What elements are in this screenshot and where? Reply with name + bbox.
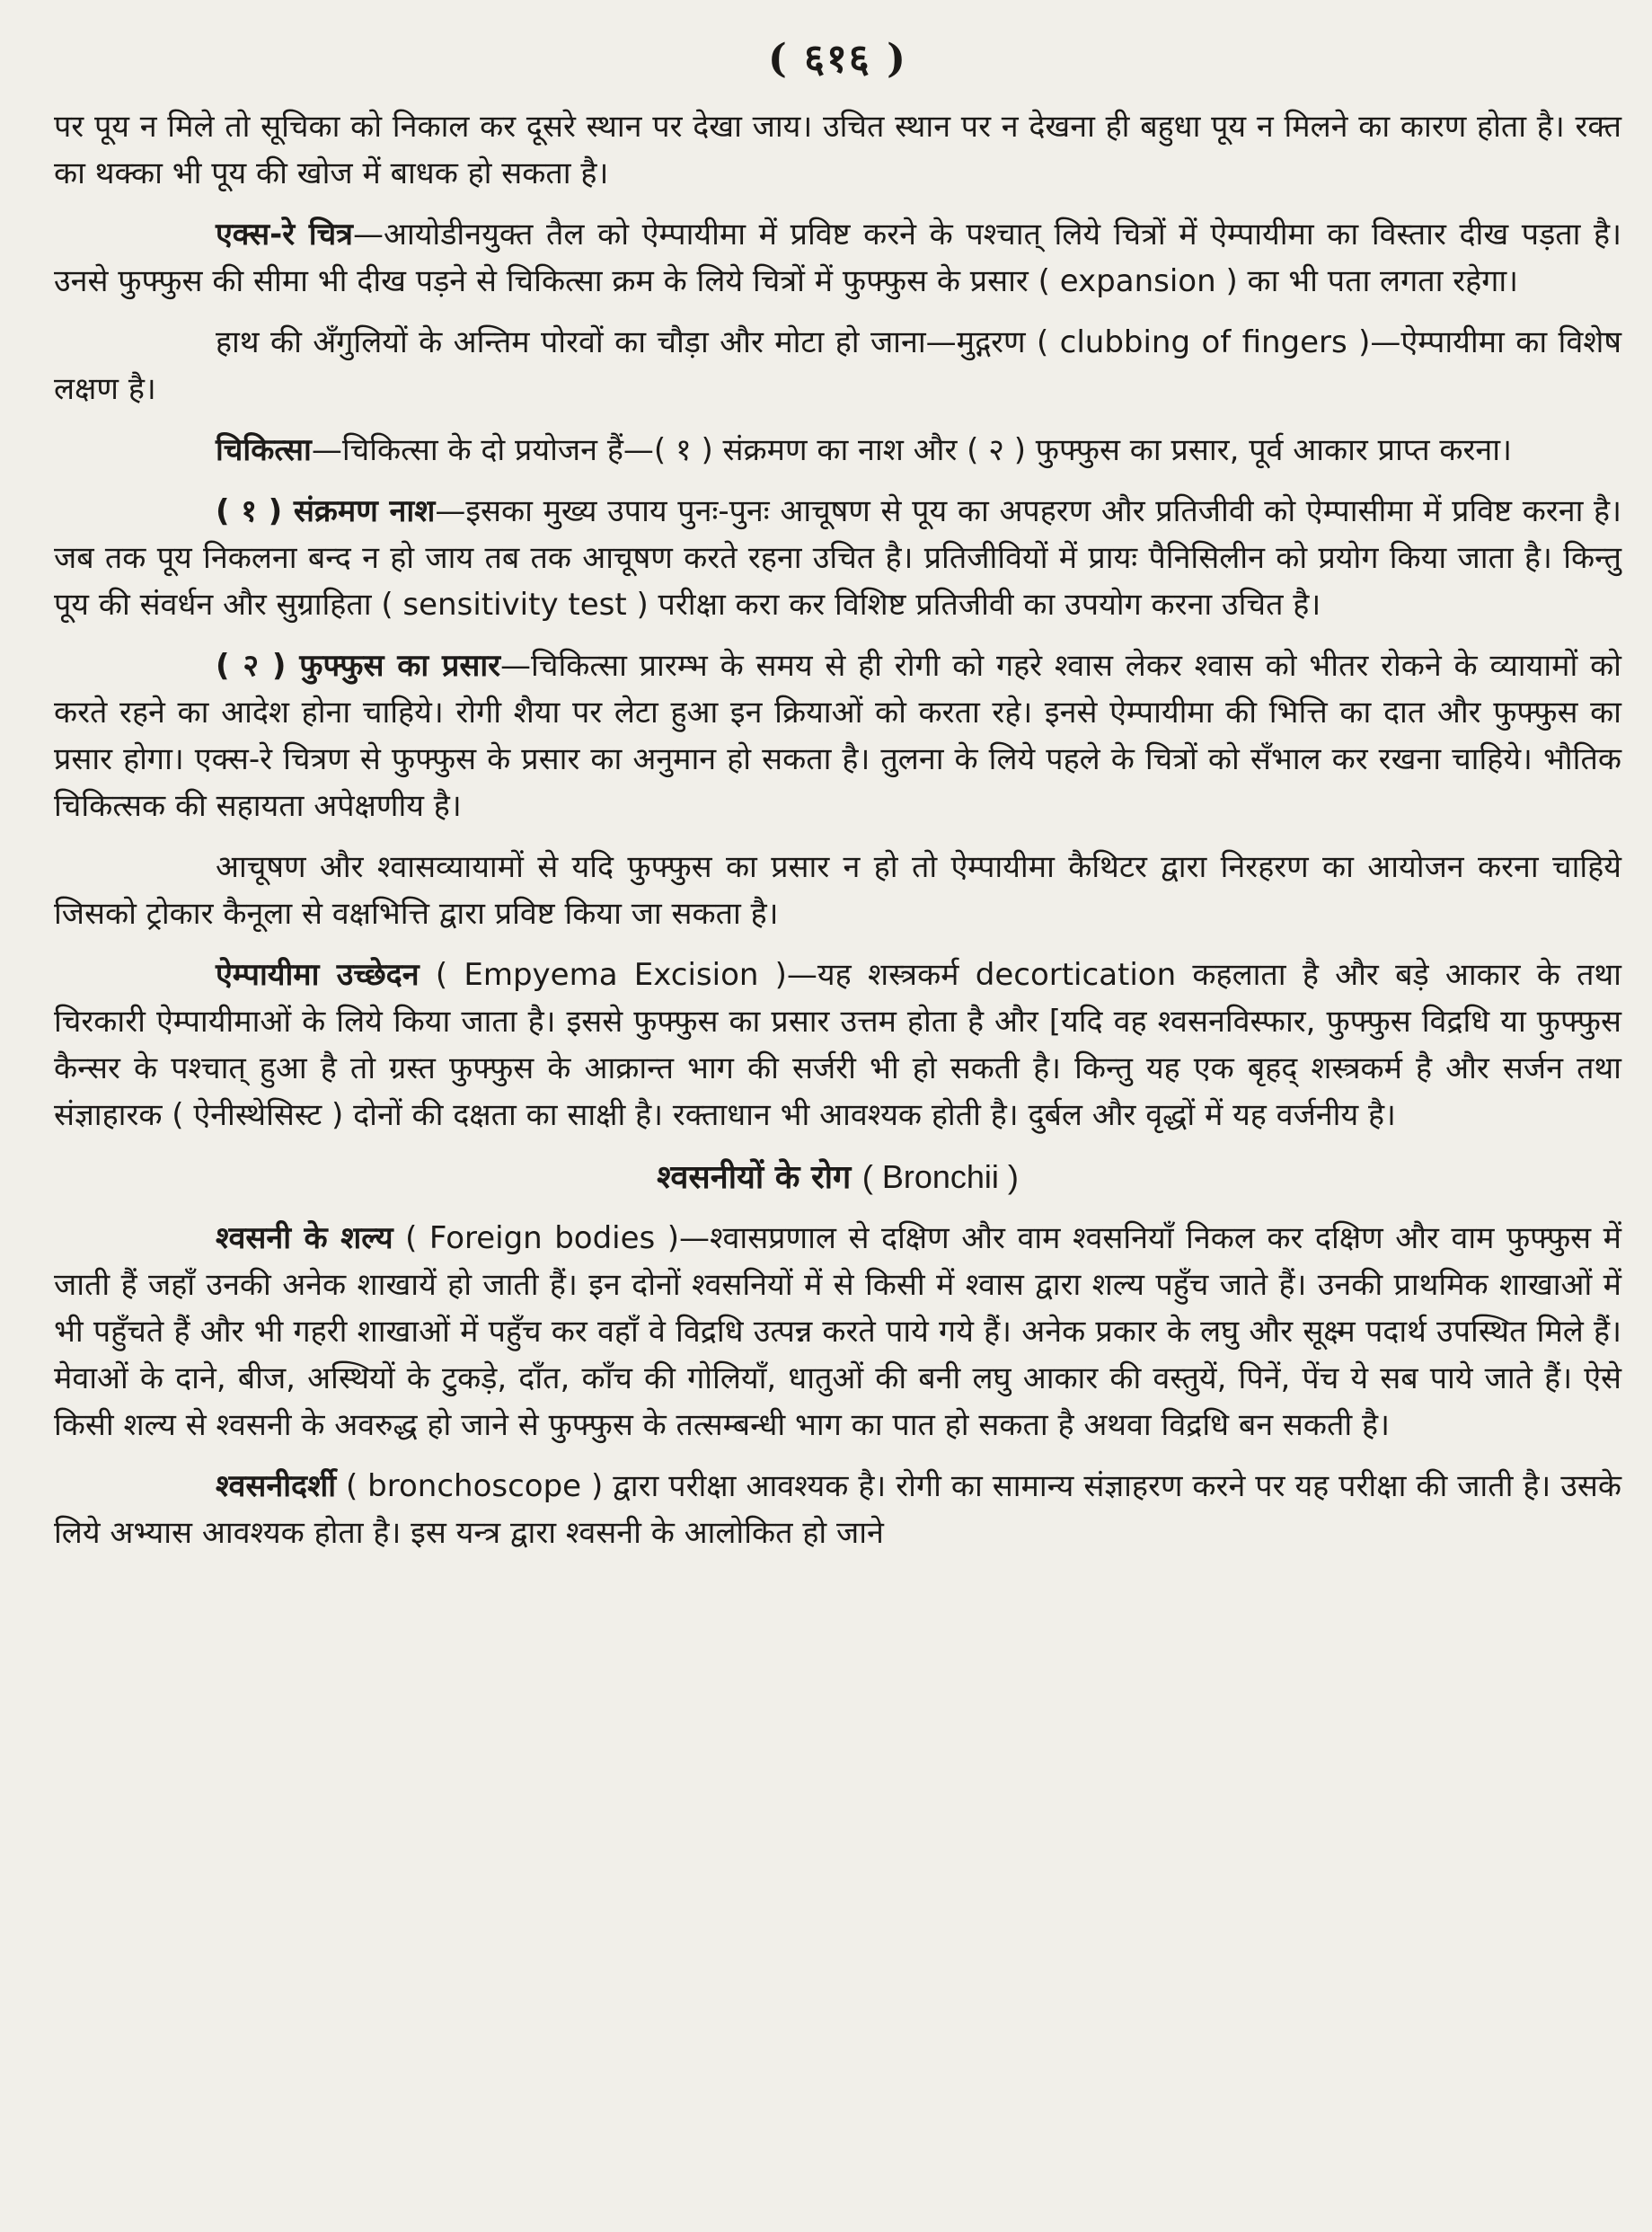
section-heading bbox=[54, 1153, 1621, 1202]
paragraph-p3 bbox=[54, 319, 1621, 412]
paragraph-text: हाथ की अँगुलियों के अन्तिम पोरवों का चौड़ा और मोटा हो जाना—मुद्गरण ( clubbing of fingers )—ऐम्पायीमा का विशेष लक्षण है। bbox=[54, 323, 1621, 407]
paragraph-lead: श्वसनीदर्शी bbox=[216, 1467, 336, 1504]
paragraph-text: —आयोडीनयुक्त तैल को ऐम्पायीमा में प्रविष्ट करने के पश्चात् लिये चित्रों में ऐम्पायीमा का विस्तार दीख पड़ता है। उनसे फुफ्फुस की सीमा भी दीख पड़ने से चिकित्सा क्रम के लिये चित्रों में फुफ्फुस के प्रसार ( expansion ) का भी पता लगता रहेगा। bbox=[54, 216, 1622, 299]
text-body-bottom bbox=[54, 1215, 1621, 1556]
section-heading-english: ( Bronchii ) bbox=[861, 1157, 1019, 1195]
paragraph-p9 bbox=[54, 1215, 1621, 1448]
page-number: ( ६१६ ) bbox=[768, 36, 907, 82]
paragraph-text: —इसका मुख्य उपाय पुनः-पुनः आचूषण से पूय का अपहरण और प्रतिजीवी को ऐम्पासीमा में प्रविष्ट करना है। जब तक पूय निकलना बन्द न हो जाय तब तक आचूषण करते रहना उचित है। प्रतिजीवियों में प्रायः पैनिसिलीन को प्रयोग किया जाता है। किन्तु पूय की संवर्धन और सुग्राहिता ( sensitivity test ) परीक्षा करा कर विशिष्ट प्रतिजीवी का उपयोग करना उचित है। bbox=[54, 492, 1621, 623]
paragraph-p1 bbox=[54, 103, 1621, 197]
paragraph-text: —चिकित्सा के दो प्रयोजन हैं—( १ ) संक्रमण का नाश और ( २ ) फुफ्फुस का प्रसार, पूर्व आकार प्राप्त करना। bbox=[311, 431, 1512, 468]
paragraph-p2 bbox=[54, 211, 1621, 305]
paragraph-lead: चिकित्सा bbox=[216, 431, 312, 468]
paragraph-p8 bbox=[54, 952, 1621, 1138]
paragraph-lead: ऐम्पायीमा उच्छेदन bbox=[216, 956, 420, 993]
paragraph-lead: श्वसनी के शल्य bbox=[216, 1219, 393, 1256]
paragraph-text: ( bronchoscope ) द्वारा परीक्षा आवश्यक है। रोगी का सामान्य संज्ञाहरण करने पर यह परीक्षा की जाती है। उसके लिये अभ्यास आवश्यक होता है। इस यन्त्र द्वारा श्वसनी के आलोकित हो जाने bbox=[54, 1467, 1621, 1551]
section-heading-text: श्वसनीयों के रोग bbox=[657, 1158, 852, 1196]
paragraph-text: ( Foreign bodies )—श्वासप्रणाल से दक्षिण और वाम श्वसनियाँ निकल कर दक्षिण और वाम फुफ्फुस में जाती हैं जहाँ उनकी अनेक शाखायें हो जाती हैं। इन दोनों श्वसनियों में से किसी में श्वास द्वारा शल्य पहुँच जाते हैं। उनकी प्राथमिक शाखाओं में भी पहुँचते हैं और भी गहरी शाखाओं में पहुँच कर वहाँ वे विद्रधि उत्पन्न करते पाये गये हैं। अनेक प्रकार के लघु और सूक्ष्म पदार्थ उपस्थित मिले हैं। मेवाओं के दाने, बीज, अस्थियों के टुकड़े, दाँत, काँच की गोलियाँ, धातुओं की बनी लघु आकार की वस्तुयें, पिनें, पेंच ये सब पाये जाते हैं। ऐसे किसी शल्य से श्वसनी के अवरुद्ध हो जाने से फुफ्फुस के तत्सम्बन्धी भाग का पात हो सकता है अथवा विद्रधि बन सकती है। bbox=[54, 1219, 1621, 1443]
paragraph-p5 bbox=[54, 488, 1621, 628]
paragraph-lead: एक्स-रे चित्र bbox=[216, 216, 353, 252]
text-body-top bbox=[54, 103, 1621, 1138]
book-page bbox=[54, 36, 1621, 2210]
paragraph-lead: ( १ ) संक्रमण नाश bbox=[216, 492, 436, 529]
paragraph-p6 bbox=[54, 642, 1621, 829]
paragraph-text: —चिकित्सा प्रारम्भ के समय से ही रोगी को गहरे श्वास लेकर श्वास को भीतर रोकने के व्यायामों को करते रहने का आदेश होना चाहिये। रोगी शैया पर लेटा हुआ इन क्रियाओं को करता रहे। इनसे ऐम्पायीमा की भित्ति का दात और फुफ्फुस का प्रसार होगा। एक्स-रे चित्रण से फुफ्फुस के प्रसार का अनुमान हो सकता है। तुलना के लिये पहले के चित्रों को सँभाल कर रखना चाहिये। भौतिक चिकित्सक की सहायता अपेक्षणीय है। bbox=[54, 647, 1621, 824]
paragraph-text: पर पूय न मिले तो सूचिका को निकाल कर दूसरे स्थान पर देखा जाय। उचित स्थान पर न देखना ही बहुधा पूय न मिलने का कारण होता है। रक्त का थक्का भी पूय की खोज में बाधक हो सकता है। bbox=[54, 108, 1621, 191]
paragraph-text: आचूषण और श्वासव्यायामों से यदि फुफ्फुस का प्रसार न हो तो ऐम्पायीमा कैथिटर द्वारा निरहरण का आयोजन करना चाहिये जिसको ट्रोकार कैनूला से वक्षभित्ति द्वारा प्रविष्ट किया जा सकता है। bbox=[54, 848, 1621, 932]
paragraph-p7 bbox=[54, 844, 1621, 937]
paragraph-lead: ( २ ) फुफ्फुस का प्रसार bbox=[216, 647, 501, 684]
paragraph-text: ( Empyema Excision )—यह शस्त्रकर्म decortication कहलाता है और बड़े आकार के तथा चिरकारी ऐम्पायीमाओं के लिये किया जाता है। इससे फुफ्फुस का प्रसार उत्तम होता है और [यदि वह श्वसनविस्फार, फुफ्फुस विद्रधि या फुफ्फुस कैन्सर के पश्चात् हुआ है तो ग्रस्त फुफ्फुस के आक्रान्त भाग की सर्जरी भी हो सकती है। किन्तु यह एक बृहद् शस्त्रकर्म है और सर्जन तथा संज्ञाहारक ( ऐनीस्थेसिस्ट ) दोनों की दक्षता का साक्षी है। रक्ताधान भी आवश्यक होती है। दुर्बल और वृद्धों में यह वर्जनीय है। bbox=[54, 956, 1621, 1133]
paragraph-p10 bbox=[54, 1463, 1621, 1556]
paragraph-p4 bbox=[54, 427, 1621, 474]
